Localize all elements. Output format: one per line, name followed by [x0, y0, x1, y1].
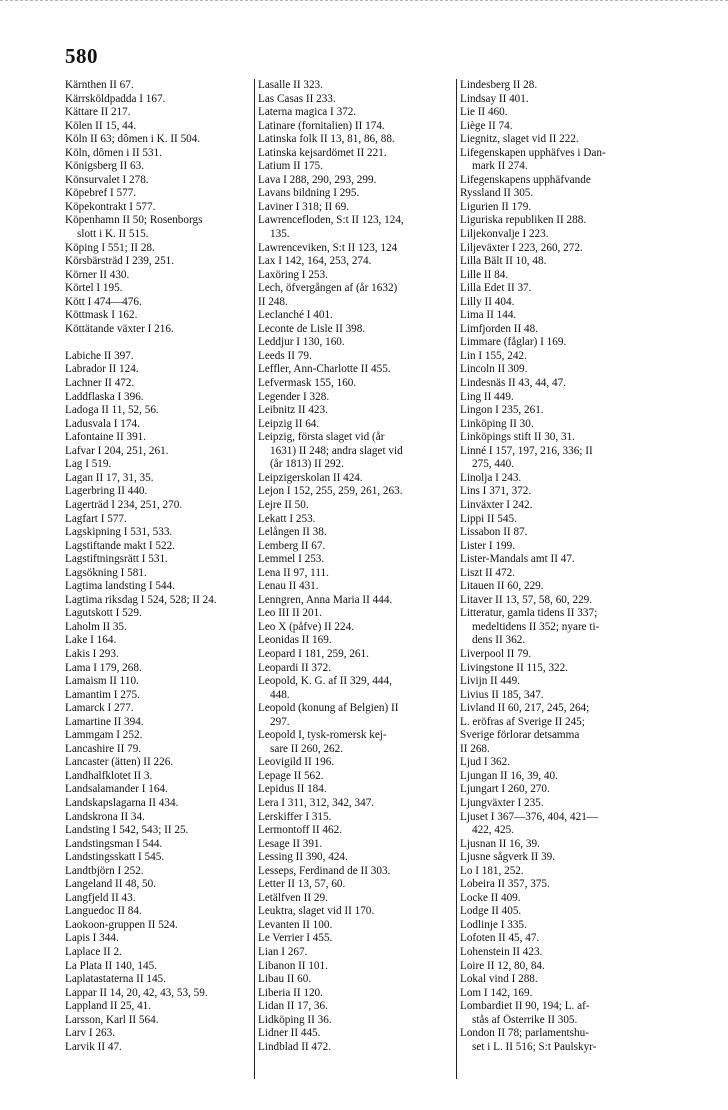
index-entry: Letter II 13, 57, 60. — [258, 878, 346, 891]
index-entry: Landstingsskatt I 545. — [65, 851, 165, 864]
index-entry: Ljungväxter I 235. — [460, 796, 544, 809]
index-entry: Lifegenskapens upphäfvande — [460, 173, 591, 186]
index-entry: Lom I 142, 169. — [460, 986, 533, 999]
index-entry: Kärnthen II 67. — [65, 79, 134, 91]
index-entry: 422, 425. — [472, 824, 514, 837]
index-entry: Lagerträd I 234, 251, 270. — [65, 498, 183, 511]
index-entry: Leipzigerskolan II 424. — [258, 471, 363, 484]
index-entry: set i L. II 516; S:t Paulskyr- — [472, 1040, 597, 1053]
index-entry: Lagtima riksdag I 524, 528; II 24. — [65, 593, 217, 606]
index-entry: Leeds II 79. — [258, 349, 312, 362]
index-entry: Leipzig II 64. — [258, 417, 320, 430]
index-entry: Lofoten II 45, 47. — [460, 932, 540, 945]
index-entry: Lille II 84. — [460, 268, 509, 281]
index-entry: Ljungart I 260, 270. — [460, 783, 550, 796]
index-entry: Limmare (fåglar) I 169. — [460, 336, 567, 349]
index-entry: Lag I 519. — [65, 458, 112, 471]
index-entry: Leopold I, tysk-romersk kej- — [258, 729, 387, 742]
index-entry: Leffler, Ann-Charlotte II 455. — [258, 363, 391, 376]
index-entry: Liegnitz, slaget vid II 222. — [460, 133, 579, 146]
index-entry: Liverpool II 79. — [460, 647, 532, 660]
index-entry: sare II 260, 262. — [270, 742, 344, 755]
index-entry: dens II 362. — [472, 634, 526, 647]
index-entry: Köping I 551; II 28. — [65, 241, 155, 254]
index-entry: Körner II 430. — [65, 268, 130, 281]
index-entry: Kärrsköldpadda I 167. — [65, 92, 166, 105]
index-entry: Liberia II 120. — [258, 986, 323, 999]
index-entry: Lax I 142, 164, 253, 274. — [258, 255, 372, 268]
index-entry: Lilly II 404. — [460, 295, 515, 308]
index-entry: Labiche II 397. — [65, 349, 134, 362]
index-entry: Lifegenskapen upphäfves i Dan- — [460, 146, 606, 159]
index-entry: Landsting I 542, 543; II 25. — [65, 824, 189, 837]
index-entry: Ljungan II 16, 39, 40. — [460, 769, 558, 782]
index-entry: Linolja I 243. — [460, 471, 522, 484]
index-entry: Köttmask I 162. — [65, 309, 138, 322]
index-entry: Le Verrier I 455. — [258, 932, 333, 945]
index-entry: Labrador II 124. — [65, 363, 139, 376]
index-entry: Lodlinje I 335. — [460, 918, 527, 931]
index-entry: Lakis I 293. — [65, 647, 119, 660]
index-entry: Locke II 409. — [460, 891, 521, 904]
index-entry: Langfjeld II 43. — [65, 891, 136, 904]
index-entry: Legender I 328. — [258, 390, 330, 403]
index-entry: Lagstiftningsrätt I 531. — [65, 553, 168, 566]
index-entry: Landhalfklotet II 3. — [65, 769, 153, 782]
index-entry: Latinska folk II 13, 81, 86, 88. — [258, 133, 395, 146]
index-entry: Sverige förlorar detsamma — [460, 729, 580, 742]
index-entry: Lin I 155, 242. — [460, 349, 527, 362]
index-entry: Liguriska republiken II 288. — [460, 214, 587, 227]
index-entry: Leclanché I 401. — [258, 309, 333, 322]
index-entry: Leibnitz II 423. — [258, 404, 328, 417]
index-entry: Linköpings stift II 30, 31. — [460, 431, 575, 444]
index-entry: Lian I 267. — [258, 946, 308, 958]
index-entry: Litteratur, gamla tidens II 337; — [460, 607, 598, 620]
index-entry: Ljud I 362. — [460, 756, 511, 769]
index-entry: Lammgam I 252. — [65, 729, 143, 742]
index-entry: Ljusnan II 16, 39. — [460, 837, 540, 850]
index-entry: Leonidas II 169. — [258, 634, 332, 647]
index-entry: Landstingsman I 544. — [65, 837, 163, 850]
index-entry: Kött I 474—476. — [65, 295, 142, 308]
index-entry: Laxöring I 253. — [258, 268, 328, 281]
index-entry: Lagstiftande makt I 522. — [65, 539, 175, 552]
index-entry: Köln, dômen i II 531. — [65, 146, 162, 159]
index-entry: Köln II 63; dômen i K. II 504. — [65, 133, 201, 146]
index-entry: Lenngren, Anna Maria II 444. — [258, 593, 393, 606]
index-entry: Königsberg II 63. — [65, 160, 145, 173]
index-entry: Lermontoff II 462. — [258, 824, 342, 837]
index-entry: Kättare II 217. — [65, 106, 131, 119]
index-entry: Lokal vind I 288. — [460, 973, 538, 986]
index-entry: Lepidus II 184. — [258, 783, 327, 796]
index-entry: Lindesnäs II 43, 44, 47. — [460, 377, 566, 390]
index-entry: Lech, öfvergången af (år 1632) — [258, 282, 398, 295]
index-entry: La Plata II 140, 145. — [65, 959, 157, 972]
index-entry: Litaver II 13, 57, 58, 60, 229. — [460, 593, 593, 606]
index-entry: Ling II 449. — [460, 390, 514, 403]
index-entry: Laterna magica I 372. — [258, 106, 357, 119]
index-entry: Lissabon II 87. — [460, 526, 528, 539]
index-entry: Köttätande växter I 216. — [65, 322, 174, 335]
index-entry: Linväxter I 242. — [460, 498, 533, 511]
index-entry: Kölen II 15, 44. — [65, 119, 137, 132]
index-entry: Lidan II 17, 36. — [258, 1000, 328, 1013]
index-entry: Lagan II 17, 31, 35. — [65, 471, 154, 484]
index-column-2 — [254, 79, 454, 1079]
index-entry: slott i K. II 515. — [77, 228, 149, 241]
index-entry: Landskrona II 34. — [65, 810, 145, 823]
page-number: 580 — [65, 44, 98, 68]
index-entry: Lagutskott I 529. — [65, 607, 142, 620]
index-entry: Leo III II 201. — [258, 607, 322, 620]
index-entry: Loire II 12, 80, 84. — [460, 959, 545, 972]
index-entry: Langeland II 48, 50. — [65, 878, 157, 891]
index-entry: Lesseps, Ferdinand de II 303. — [258, 864, 391, 877]
index-entry: II 248. — [258, 295, 288, 308]
index-entry: Lo I 181, 252. — [460, 864, 524, 877]
index-entry: Lejre II 50. — [258, 498, 309, 511]
index-entry: Lera I 311, 312, 342, 347. — [258, 796, 375, 809]
index-entry: Ryssland II 305. — [460, 187, 534, 200]
index-entry: Livingstone II 115, 322. — [460, 661, 569, 674]
index-entry: Lake I 164. — [65, 634, 117, 647]
index-entry: Latinare (fornitalien) II 174. — [258, 119, 385, 132]
index-entry: Livland II 60, 217, 245, 264; — [460, 702, 590, 715]
index-entry: Liège II 74. — [460, 119, 513, 132]
index-entry: Leopold, K. G. af II 329, 444, — [258, 675, 392, 688]
index-entry: Liljeväxter I 223, 260, 272. — [460, 241, 583, 254]
index-entry: Laokoon-gruppen II 524. — [65, 918, 178, 931]
index-entry: Lappland II 25, 41. — [65, 1000, 152, 1013]
index-entry: (år 1813) II 292. — [270, 458, 344, 471]
index-entry: Livijn II 449. — [460, 675, 520, 688]
index-entry: Lachner II 472. — [65, 377, 135, 390]
index-entry: Linné I 157, 197, 216, 336; II — [460, 444, 593, 457]
index-entry: Lindsay II 401. — [460, 92, 529, 105]
index-entry: Körtel I 195. — [65, 282, 123, 295]
index-entry: Lippi II 545. — [460, 512, 517, 525]
index-entry: Ljusne sågverk II 39. — [460, 851, 556, 864]
index-entry: Lister-Mandals amt II 47. — [460, 553, 575, 566]
index-entry: Lindesberg II 28. — [460, 79, 538, 91]
index-entry: Lagtima landsting I 544. — [65, 580, 175, 593]
index-entry: Köpenhamn II 50; Rosenborgs — [65, 214, 203, 227]
index-entry: Lawrencefloden, S:t II 123, 124, — [258, 214, 404, 227]
index-entry: Leopard I 181, 259, 261. — [258, 647, 369, 660]
index-entry: Lobeira II 357, 375. — [460, 878, 550, 891]
index-entry: Ljuset I 367—376, 404, 421— — [460, 810, 598, 823]
index-column-3 — [456, 79, 666, 1079]
index-entry: Lohenstein II 423. — [460, 946, 543, 958]
index-entry: Leopardi II 372. — [258, 661, 332, 674]
index-entry: Lafontaine II 391. — [65, 431, 147, 444]
index-entry: Lincoln II 309. — [460, 363, 528, 376]
index-entry: Lekatt I 253. — [258, 512, 316, 525]
index-entry: 297. — [270, 715, 290, 728]
index-entry: Ladoga II 11, 52, 56. — [65, 404, 159, 417]
index-entry: Lenau II 431. — [258, 580, 319, 593]
index-entry: Lins I 371, 372. — [460, 485, 532, 498]
index-entry: Liszt II 472. — [460, 566, 515, 579]
index-entry: Landtbjörn I 252. — [65, 864, 144, 877]
index-entry: Lilla Edet II 37. — [460, 282, 532, 295]
index-entry: Lessing II 390, 424. — [258, 851, 348, 864]
index-entry: Lamarck I 277. — [65, 702, 134, 715]
index-entry: 275, 440. — [472, 458, 514, 471]
index-entry: Laplatastaterna II 145. — [65, 973, 166, 986]
index-entry: Lombardiet II 90, 194; L. af- — [460, 1000, 590, 1013]
index-entry: Libanon II 101. — [258, 959, 328, 972]
index-entry: Latium II 175. — [258, 160, 323, 173]
index-entry: Lagerbring II 440. — [65, 485, 148, 498]
index-entry: Liljekonvalje I 223. — [460, 228, 549, 241]
index-entry: Leo X (påfve) II 224. — [258, 620, 354, 633]
index-entry: Lavans bildning I 295. — [258, 187, 360, 200]
index-entry: Letälfven II 29. — [258, 891, 328, 904]
scan-edge — [0, 0, 728, 15]
index-entry: Lagsökning I 581. — [65, 566, 147, 579]
index-entry: Lama I 179, 268. — [65, 661, 142, 674]
index-entry: 448. — [270, 688, 290, 701]
index-entry: stås af Österrike II 305. — [472, 1013, 578, 1026]
index-entry: Lava I 288, 290, 293, 299. — [258, 173, 377, 186]
index-entry: Lagskipning I 531, 533. — [65, 526, 173, 539]
index-entry: Lidköping II 36. — [258, 1013, 332, 1026]
index-entry: 135. — [270, 228, 290, 241]
index-entry: Lapis I 344. — [65, 932, 119, 945]
index-entry: Lesage II 391. — [258, 837, 323, 850]
index-entry: Lamantim I 275. — [65, 688, 140, 701]
index-entry: Larsson, Karl II 564. — [65, 1013, 159, 1026]
index-entry: Lena II 97, 111. — [258, 566, 329, 579]
index-entry: Ligurien II 179. — [460, 200, 532, 213]
index-entry: Lancaster (ätten) II 226. — [65, 756, 174, 769]
index-entry: Lancashire II 79. — [65, 742, 142, 755]
index-spacer — [65, 336, 248, 350]
index-entry: Köpebref I 577. — [65, 187, 137, 200]
index-entry: Lemberg II 67. — [258, 539, 326, 552]
index-entry: Las Casas II 233. — [258, 92, 336, 105]
index-entry: Laddflaska I 396. — [65, 390, 144, 403]
index-entry: Leddjur I 130, 160. — [258, 336, 345, 349]
index-entry: Latinska kejsardömet II 221. — [258, 146, 387, 159]
index-entry: Könsurvalet I 278. — [65, 173, 149, 186]
index-entry: Lelången II 38. — [258, 526, 327, 539]
index-entry: Lagfart I 577. — [65, 512, 127, 525]
index-entry: Landskapslagarna II 434. — [65, 796, 179, 809]
index-entry: Lasalle II 323. — [258, 79, 323, 91]
index-column-1 — [65, 79, 248, 1054]
index-entry: Laplace II 2. — [65, 946, 122, 958]
index-entry: Ladusvala I 174. — [65, 417, 140, 430]
index-entry: Leopold (konung af Belgien) II — [258, 702, 399, 715]
index-entry: Languedoc II 84. — [65, 905, 142, 918]
index-entry: Landsalamander I 164. — [65, 783, 168, 796]
index-entry: Linköping II 30. — [460, 417, 534, 430]
index-entry: Lister I 199. — [460, 539, 515, 552]
index-entry: Lepage II 562. — [258, 769, 324, 782]
index-entry: II 268. — [460, 742, 490, 755]
index-entry: Leovigild II 196. — [258, 756, 335, 769]
index-entry: Lamartine II 394. — [65, 715, 144, 728]
index-entry: Lawrenceviken, S:t II 123, 124 — [258, 241, 398, 254]
index-entry: London II 78; parlamentshu- — [460, 1027, 589, 1040]
index-entry: Leipzig, första slaget vid (år — [258, 431, 385, 444]
index-entry: Lamaism II 110. — [65, 675, 139, 688]
index-entry: Leuktra, slaget vid II 170. — [258, 905, 375, 918]
index-entry: Libau II 60. — [258, 973, 312, 986]
index-entry: Lerskiffer I 315. — [258, 810, 332, 823]
index-entry: Köpekontrakt I 577. — [65, 200, 156, 213]
index-entry: Lafvar I 204, 251, 261. — [65, 444, 169, 457]
index-entry: 1631) II 248; andra slaget vid — [270, 444, 403, 457]
index-entry: Limfjorden II 48. — [460, 322, 538, 335]
index-entry: Levanten II 100. — [258, 918, 333, 931]
index-entry: Lemmel I 253. — [258, 553, 325, 566]
index-entry: Larvik II 47. — [65, 1040, 122, 1053]
index-entry: Lejon I 152, 255, 259, 261, 263. — [258, 485, 403, 498]
index-entry: Lidner II 445. — [258, 1027, 321, 1040]
index-entry: Körsbärsträd I 239, 251. — [65, 255, 175, 268]
index-entry: mark II 274. — [472, 160, 528, 173]
index-entry: Larv I 263. — [65, 1027, 116, 1040]
index-entry: Laviner I 318; II 69. — [258, 200, 350, 213]
index-entry: Lindblad II 472. — [258, 1040, 332, 1053]
index-entry: medeltidens II 352; nyare ti- — [472, 620, 600, 633]
index-entry: Lefvermask 155, 160. — [258, 377, 357, 390]
index-entry: Lingon I 235, 261. — [460, 404, 544, 417]
index-entry: Lappar II 14, 20, 42, 43, 53, 59. — [65, 986, 208, 999]
index-entry: Lie II 460. — [460, 106, 508, 119]
index-entry: Laholm II 35. — [65, 620, 127, 633]
index-entry: Lima II 144. — [460, 309, 517, 322]
index-entry: Lilla Bält II 10, 48. — [460, 255, 547, 268]
index-entry: Litauen II 60, 229. — [460, 580, 544, 593]
index-entry: Lodge II 405. — [460, 905, 522, 918]
index-entry: L. eröfras af Sverige II 245; — [460, 715, 585, 728]
index-entry: Livius II 185, 347. — [460, 688, 544, 701]
index-entry: Leconte de Lisle II 398. — [258, 322, 366, 335]
